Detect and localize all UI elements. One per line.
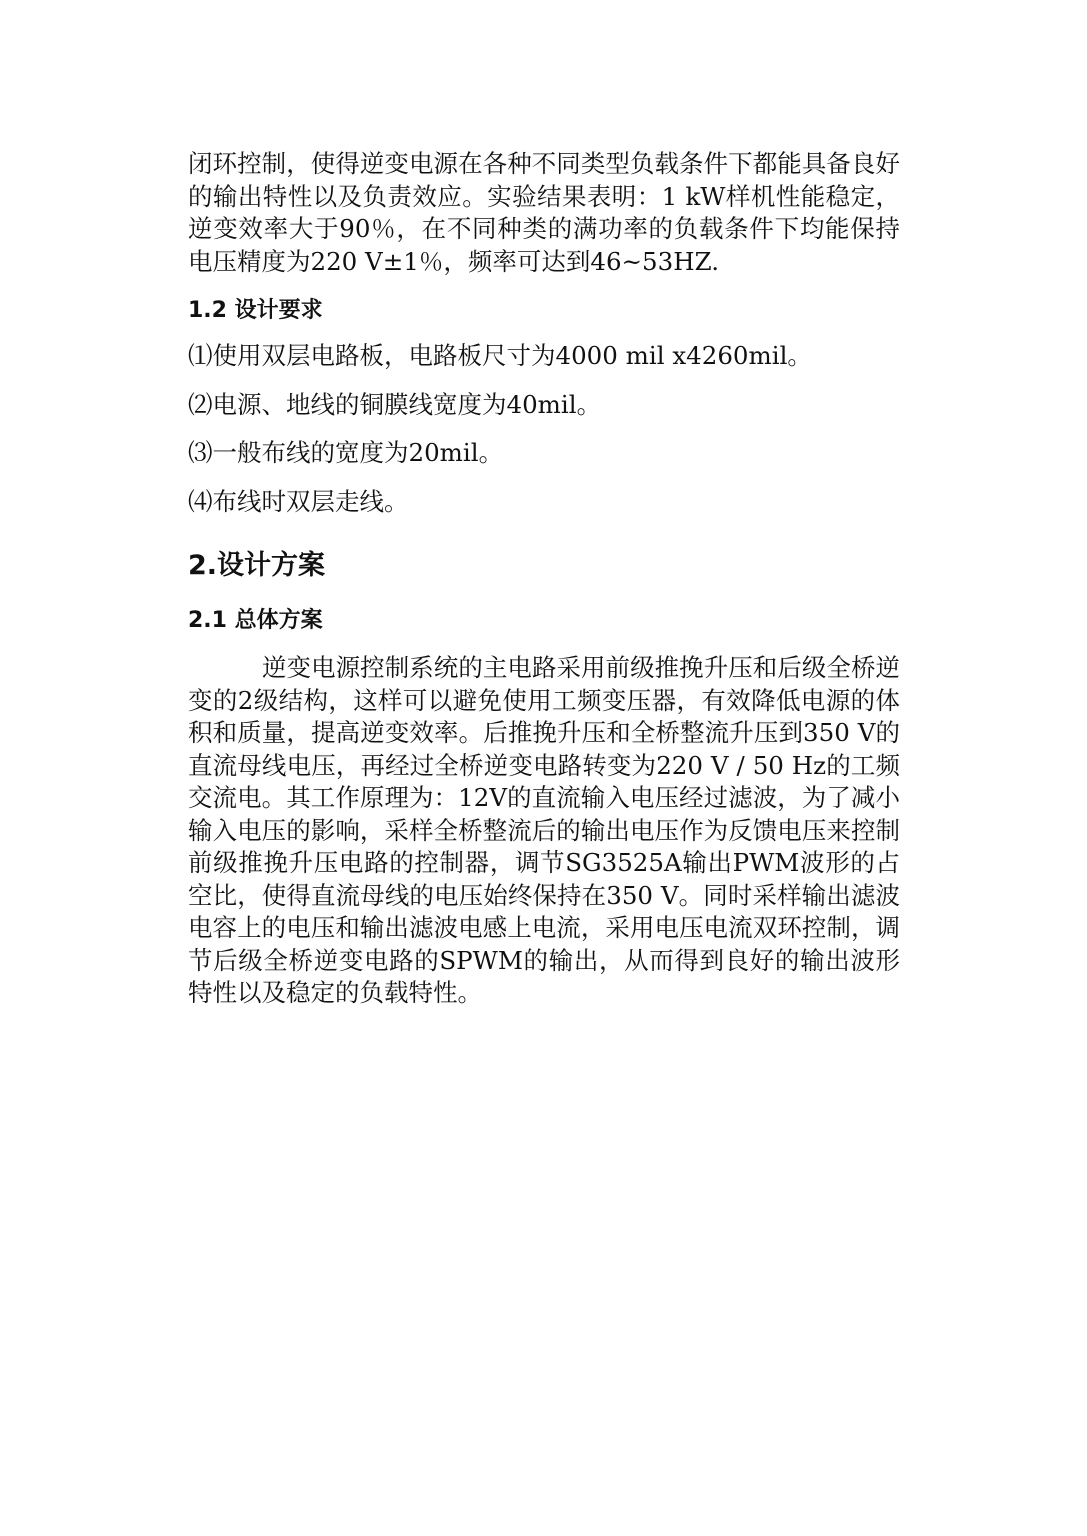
requirement-item-1: ⑴使用双层电路板，电路板尺寸为4000 mil x4260mil。 [188, 341, 812, 370]
section-2-heading: 2.设计方案 [188, 550, 326, 581]
section-2-1-heading: 2.1 总体方案 [188, 608, 323, 633]
section-1-2-heading: 1.2 设计要求 [188, 298, 323, 323]
requirement-item-4: ⑷布线时双层走线。 [188, 486, 409, 516]
document-page [188, 148, 900, 1010]
requirements-list [188, 340, 900, 518]
overall-scheme-paragraph: 逆变电源控制系统的主电路采用前级推挽升压和后级全桥逆变的2级结构，这样可以避免使用工频变压器，有效降低电源的体积和质量，提高逆变效率。后推挽升压和全桥整流升压到350 V的直流母线电压，再经过全桥逆变电路转变为220 V / 50 Hz的工频交流电。其工作原理为：12V的直流输入电压经过滤波，为了减小输入电压的影响，采样全桥整流后的输出电压作为反馈电压来控制前级推挽升压电路的控制器，调节SG3525A输出PWM波形的占空比，使得直流母线的电压始终保持在350 V。同时采样输出滤波电容上的电压和输出滤波电感上电流，采用电压电流双环控制，调节后级全桥逆变电路的SPWM的输出，从而得到良好的输出波形特性以及稳定的负载特性。 [188, 653, 900, 1007]
requirement-item-3: ⑶一般布线的宽度为20mil。 [188, 438, 504, 467]
intro-paragraph: 闭环控制，使得逆变电源在各种不同类型负载条件下都能具备良好的输出特性以及负责效应。实验结果表明：1 kW样机性能稳定，逆变效率大于90％，在不同种类的满功率的负载条件下均能保持电压精度为220 V±1％，频率可达到46~53HZ. [188, 149, 900, 276]
requirement-item-2: ⑵电源、地线的铜膜线宽度为40mil。 [188, 389, 602, 419]
